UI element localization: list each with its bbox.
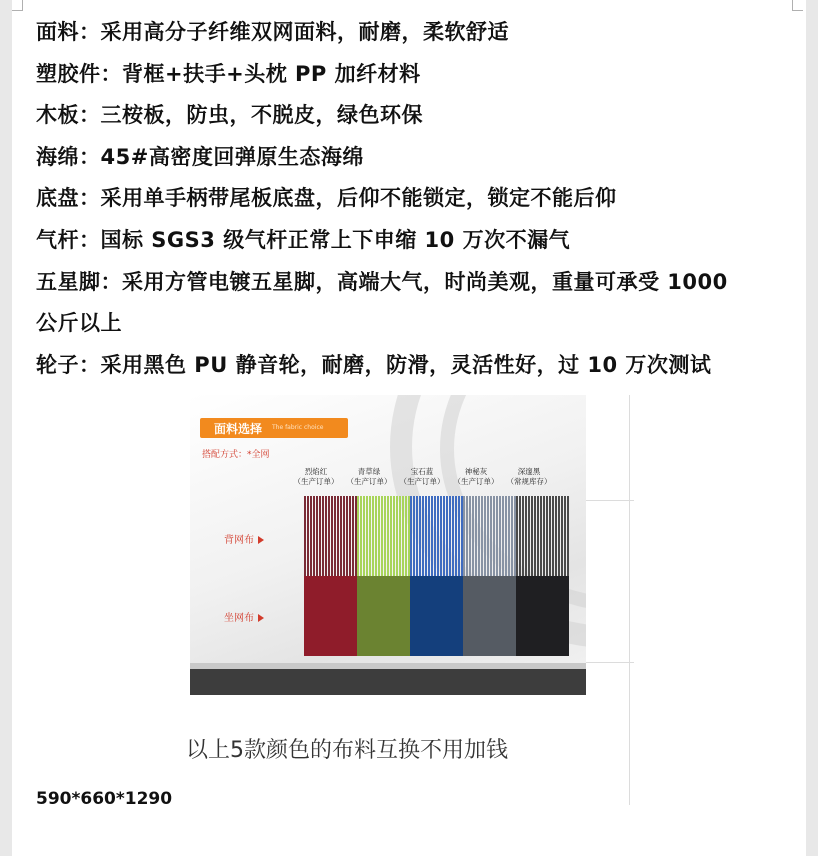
fabric-header-title: 面料选择: [214, 422, 263, 436]
spec-name: 五星脚：: [36, 270, 122, 294]
page-corner-mark-left: [12, 0, 23, 11]
document-page: [12, 0, 806, 856]
color-name-green: [339, 467, 399, 487]
table-border-line: [586, 662, 634, 663]
fabric-choice-image: [190, 395, 586, 695]
color-label: 青草绿: [357, 467, 381, 476]
color-note: （生产订单）: [293, 477, 339, 486]
spec-line-sponge: [36, 144, 364, 170]
seat-mesh-swatch-red: [304, 576, 357, 656]
table-border-line: [586, 500, 634, 501]
spec-value: 公斤以上: [36, 311, 122, 335]
page-corner-mark-right: [792, 0, 803, 11]
spec-line-fabric: [36, 19, 509, 45]
product-dimensions: 590*660*1290: [36, 789, 173, 809]
spec-line-wheels: [36, 352, 711, 378]
back-mesh-swatch-red: [304, 496, 357, 576]
color-label: 深邃黑: [517, 467, 541, 476]
back-mesh-swatch-gray: [463, 496, 516, 576]
seat-mesh-swatch-blue: [410, 576, 463, 656]
color-name-gray: [446, 467, 506, 487]
spec-name: 木板：: [36, 103, 101, 127]
spec-value: 采用黑色 PU 静音轮，耐磨，防滑，灵活性好，过 10 万次测试: [100, 353, 712, 377]
row-label-back-mesh: [224, 531, 264, 546]
fabric-header-subtitle: The fabric choice: [272, 424, 324, 431]
spec-name: 底盘：: [36, 186, 101, 210]
spec-value: 采用高分子纤维双网面料，耐磨，柔软舒适: [100, 20, 509, 44]
spec-line-wood: [36, 102, 423, 128]
arrow-right-icon: [258, 614, 264, 622]
color-name-red: [286, 467, 346, 487]
color-label: 宝石蓝: [410, 467, 434, 476]
spec-name: 面料：: [36, 20, 101, 44]
color-note: （常规库存）: [506, 477, 552, 486]
spec-line-plastic: [36, 61, 421, 87]
spec-line-chassis: [36, 185, 617, 211]
seat-mesh-swatch-green: [357, 576, 410, 656]
spec-value: 采用单手柄带尾板底盘，后仰不能锁定，锁定不能后仰: [100, 186, 617, 210]
fabric-caption: 以上5款颜色的布料互换不用加钱: [186, 738, 508, 763]
color-label: 神秘灰: [464, 467, 488, 476]
color-note: （生产订单）: [346, 477, 392, 486]
row-label-seat-mesh: [224, 609, 264, 624]
color-name-blue: [392, 467, 452, 487]
arrow-right-icon: [258, 536, 264, 544]
fabric-match-mode: 搭配方式：*全网: [202, 450, 270, 460]
spec-name: 气杆：: [36, 228, 101, 252]
spec-value: 三桉板，防虫，不脱皮，绿色环保: [100, 103, 423, 127]
spec-value: 国标 SGS3 级气杆正常上下申缩 10 万次不漏气: [100, 228, 571, 252]
fabric-header-banner: [200, 418, 348, 438]
seat-mesh-swatch-black: [516, 576, 569, 656]
spec-line-star-base: [36, 269, 728, 295]
spec-line-gas-lift: [36, 227, 570, 253]
spec-value: 采用方管电镀五星脚，高端大气，时尚美观，重量可承受 1000: [122, 270, 728, 294]
color-label: 烈焰红: [304, 467, 328, 476]
row-label-text: 坐网布: [224, 613, 254, 624]
row-label-text: 背网布: [224, 535, 254, 546]
color-note: （生产订单）: [453, 477, 499, 486]
seat-mesh-swatch-gray: [463, 576, 516, 656]
spec-name: 塑胶件：: [36, 62, 122, 86]
back-mesh-swatch-black: [516, 496, 569, 576]
back-mesh-swatch-green: [357, 496, 410, 576]
color-name-black: [499, 467, 559, 487]
spec-name: 海绵：: [36, 145, 101, 169]
image-footer-bar: [190, 669, 586, 695]
spec-name: 轮子：: [36, 353, 101, 377]
spec-line-star-base-continued: [36, 310, 122, 336]
color-note: （生产订单）: [399, 477, 445, 486]
spec-value: 背框+扶手+头枕 PP 加纤材料: [122, 62, 421, 86]
table-border-right: [629, 395, 630, 805]
back-mesh-swatch-blue: [410, 496, 463, 576]
spec-value: 45#高密度回弹原生态海绵: [100, 145, 364, 169]
